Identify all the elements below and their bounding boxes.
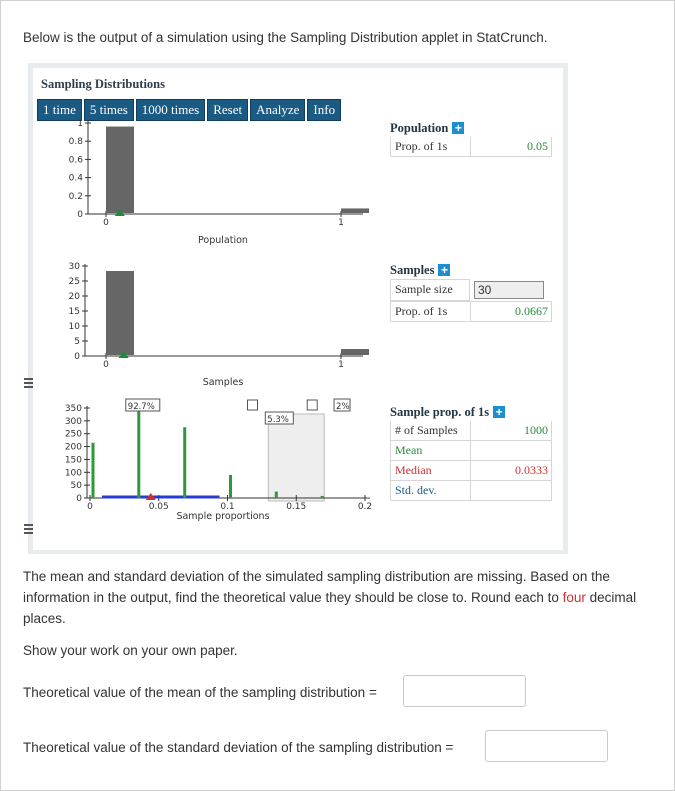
y-tick-label: 250 <box>64 429 82 440</box>
x-tick-label: 0.15 <box>286 502 307 512</box>
stat-value: 0.0333 <box>515 463 548 477</box>
question-tail: decimal places. <box>23 590 637 626</box>
x-tick-label: 0 <box>103 218 109 228</box>
sample-prop-panel-title: Sample prop. of 1s <box>390 404 490 419</box>
samples-prop-value: 0.0667 <box>515 304 548 318</box>
sample-size-row <box>390 279 552 301</box>
population-expand-icon[interactable]: + <box>452 122 464 134</box>
y-tick-label: 15 <box>68 307 80 317</box>
y-tick-label: 25 <box>68 277 80 287</box>
y-tick-label: 5 <box>74 337 80 347</box>
sd-answer-input[interactable] <box>485 730 608 762</box>
y-tick-label: 0 <box>77 210 83 220</box>
annotation-label: 5.3% <box>267 415 289 425</box>
range-handle <box>248 400 258 410</box>
x-tick-label: 1 <box>338 360 344 370</box>
chart-title: Population <box>198 235 248 246</box>
x-tick-label: 1 <box>338 218 344 228</box>
show-work-text: Show your work on your own paper. <box>23 643 238 658</box>
stat-label: # of Samples <box>391 421 471 440</box>
samples-panel-title: Samples <box>390 262 435 277</box>
sample-prop-panel <box>390 403 552 501</box>
y-tick-label: 0.2 <box>68 191 83 202</box>
sd-question-label: Theoretical value of the standard deviation of the sampling distribution = <box>23 740 454 755</box>
stat-label: Mean <box>391 441 471 460</box>
stat-row-sd <box>390 481 552 501</box>
x-tick-label: 0.05 <box>148 502 169 512</box>
y-tick-label: 200 <box>64 442 82 453</box>
samples-menu-icon[interactable] <box>24 378 33 387</box>
population-prop-label: Prop. of 1s <box>391 137 471 156</box>
samples-chart <box>69 262 369 388</box>
y-tick-label: 150 <box>64 455 82 466</box>
thousand-times-button[interactable]: 1000 times <box>136 99 205 121</box>
stat-value <box>471 441 551 460</box>
question-highlight: four <box>562 590 586 605</box>
samples-expand-icon[interactable]: + <box>438 264 450 276</box>
y-tick-label: 0.8 <box>68 137 83 148</box>
samples-panel <box>390 261 552 322</box>
stat-label: Std. dev. <box>391 481 471 500</box>
y-tick-label: 30 <box>68 262 80 272</box>
population-panel-title: Population <box>390 120 449 135</box>
sample-size-label: Sample size <box>390 279 470 301</box>
charts-area <box>28 63 388 543</box>
reset-button[interactable]: Reset <box>207 99 248 121</box>
stat-row-mean <box>390 441 552 461</box>
bar <box>341 349 369 355</box>
x-tick-label: 0 <box>87 502 93 512</box>
five-times-button[interactable]: 5 times <box>84 99 134 121</box>
y-tick-label: 0.4 <box>68 173 83 184</box>
mean-answer-input[interactable] <box>403 675 526 707</box>
one-time-button[interactable]: 1 time <box>37 99 82 121</box>
sample-prop-expand-icon[interactable]: + <box>493 406 505 418</box>
y-tick-label: 20 <box>68 292 80 302</box>
population-chart <box>69 119 369 246</box>
annotation-label: 92.7% <box>127 402 155 412</box>
population-panel <box>390 119 552 157</box>
samples-prop-row <box>390 301 552 322</box>
y-tick-label: 350 <box>64 404 82 414</box>
x-tick-label: 0.1 <box>220 502 235 512</box>
stat-value: 1000 <box>524 423 548 437</box>
chart-title: Samples <box>202 377 244 388</box>
stat-label: Median <box>391 461 471 480</box>
annotation-label: 2% <box>336 402 350 412</box>
population-prop-row <box>390 137 552 157</box>
y-tick-label: 300 <box>64 416 82 427</box>
samples-prop-label: Prop. of 1s <box>391 302 471 321</box>
population-prop-value: 0.05 <box>527 139 548 153</box>
bar <box>106 271 134 355</box>
selection-region <box>268 414 324 501</box>
stat-row-median <box>390 461 552 481</box>
y-tick-label: 10 <box>68 322 80 332</box>
y-tick-label: 1 <box>77 119 83 129</box>
question-text <box>23 566 648 629</box>
y-tick-label: 100 <box>64 468 82 479</box>
info-button[interactable]: Info <box>307 99 341 121</box>
applet-title: Sampling Distributions <box>41 77 165 91</box>
x-tick-label: 0.2 <box>357 502 373 512</box>
sample-size-input[interactable]: 30 <box>474 281 544 299</box>
question-main: The mean and standard deviation of the simulated sampling distribution are missing. Based on the information in the output, find the theoretical value they should be close to. Round each to <box>23 569 610 605</box>
statcrunch-applet <box>28 63 568 554</box>
y-tick-label: 0 <box>76 494 82 504</box>
x-tick-label: 0 <box>103 360 109 370</box>
sampling-distribution-chart <box>65 399 372 522</box>
intro-text: Below is the output of a simulation using the Sampling Distribution applet in StatCrunch. <box>23 30 548 45</box>
range-handle <box>307 400 317 410</box>
bar <box>341 208 369 213</box>
distribution-menu-icon[interactable] <box>24 524 33 533</box>
analyze-button[interactable]: Analyze <box>250 99 305 121</box>
bar <box>106 127 134 213</box>
stat-value <box>471 481 551 500</box>
stat-row-samples <box>390 421 552 441</box>
x-axis-label: Sample proportions <box>176 511 270 522</box>
y-tick-label: 0.6 <box>68 155 83 166</box>
y-tick-label: 0 <box>74 352 80 362</box>
y-tick-label: 50 <box>70 481 82 492</box>
mean-question-label: Theoretical value of the mean of the sampling distribution = <box>23 685 377 700</box>
